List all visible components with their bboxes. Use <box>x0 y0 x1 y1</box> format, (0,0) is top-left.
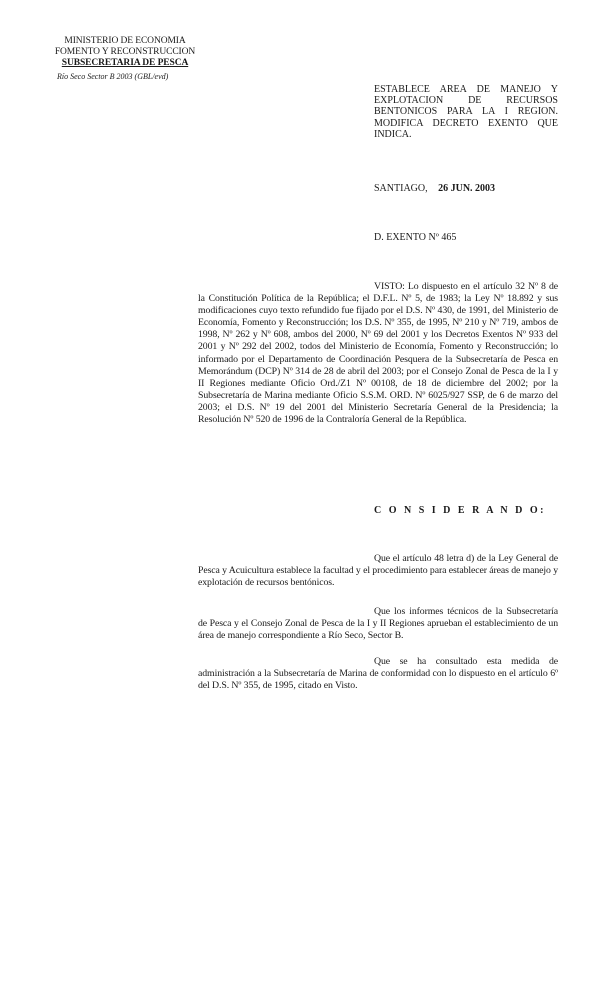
visto-paragraph: VISTO: Lo dispuesto en el artículo 32 Nº 8 de la Constitución Política de la República; el D.F.L. Nº 5, de 1983; la Ley Nº 18.892 y sus modificaciones cuyo texto refundido fue fijado por el D.S. Nº 430, de 1991, del Ministerio de Economía, Fomento y Reconstrucción; los D.S. Nº 355, de 1995, Nº 210 y Nº 719, ambos de 1998, Nº 262 y Nº 608, ambos del 2000, Nº 69 del 2001 y los Decretos Exentos Nº 933 del 2001 y Nº 292 del 2002, todos del Ministerio de Economía, Fomento y Reconstrucción; lo informado por el Departamento de Coordinación Pesquera de la Subsecretaría de Pesca en Memorándum (DCP) Nº 314 de 28 de abril del 2003; por el Consejo Zonal de Pesca de la I y II Regiones mediante Oficio Ord./Z1 Nº 00108, de 18 de diciembre del 2002; por la Subsecretaría de Marina mediante Oficio S.S.M. ORD. Nº 6025/927 SSP, de 6 de marzo del 2003; el D.S. Nº 19 del 2001 del Ministerio Secretaría General de la Presidencia; la Resolución Nº 520 de 1996 de la Contraloría General de la República. <box>198 281 558 426</box>
file-reference: Río Seco Sector B 2003 (GBL/evd) <box>57 72 169 81</box>
decree-number: D. EXENTO Nº 465 <box>374 232 457 243</box>
considerando-heading: C O N S I D E R A N D O: <box>374 505 546 516</box>
subsecretariat-name: SUBSECRETARIA DE PESCA <box>61 58 189 68</box>
date-value: 26 JUN. 2003 <box>438 183 496 194</box>
date-city: SANTIAGO, <box>374 183 428 194</box>
considerando-item-2: Que los informes técnicos de la Subsecretaría de Pesca y el Consejo Zonal de Pesca de la I y II Regiones aprueban el establecimiento de un área de manejo correspondiente a Río Seco, Sector B. <box>198 606 558 642</box>
letterhead <box>40 36 210 69</box>
ministry-subtitle: FOMENTO Y RECONSTRUCCION <box>54 47 196 57</box>
considerando-item-1: Que el artículo 48 letra d) de la Ley General de Pesca y Acuicultura establece la facultad y el procedimiento para establecer áreas de manejo y explotación de recursos bentónicos. <box>198 553 558 589</box>
date-line <box>374 183 495 194</box>
decree-subject: ESTABLECE AREA DE MANEJO Y EXPLOTACION DE RECURSOS BENTONICOS PARA LA I REGION. MODIFICA DECRETO EXENTO QUE INDICA. <box>374 84 558 140</box>
considerando-item-3: Que se ha consultado esta medida de administración a la Subsecretaría de Marina de conformidad con lo dispuesto en el artículo 6º del D.S. Nº 355, de 1995, citado en Visto. <box>198 656 558 692</box>
ministry-name: MINISTERIO DE ECONOMIA <box>64 36 186 46</box>
